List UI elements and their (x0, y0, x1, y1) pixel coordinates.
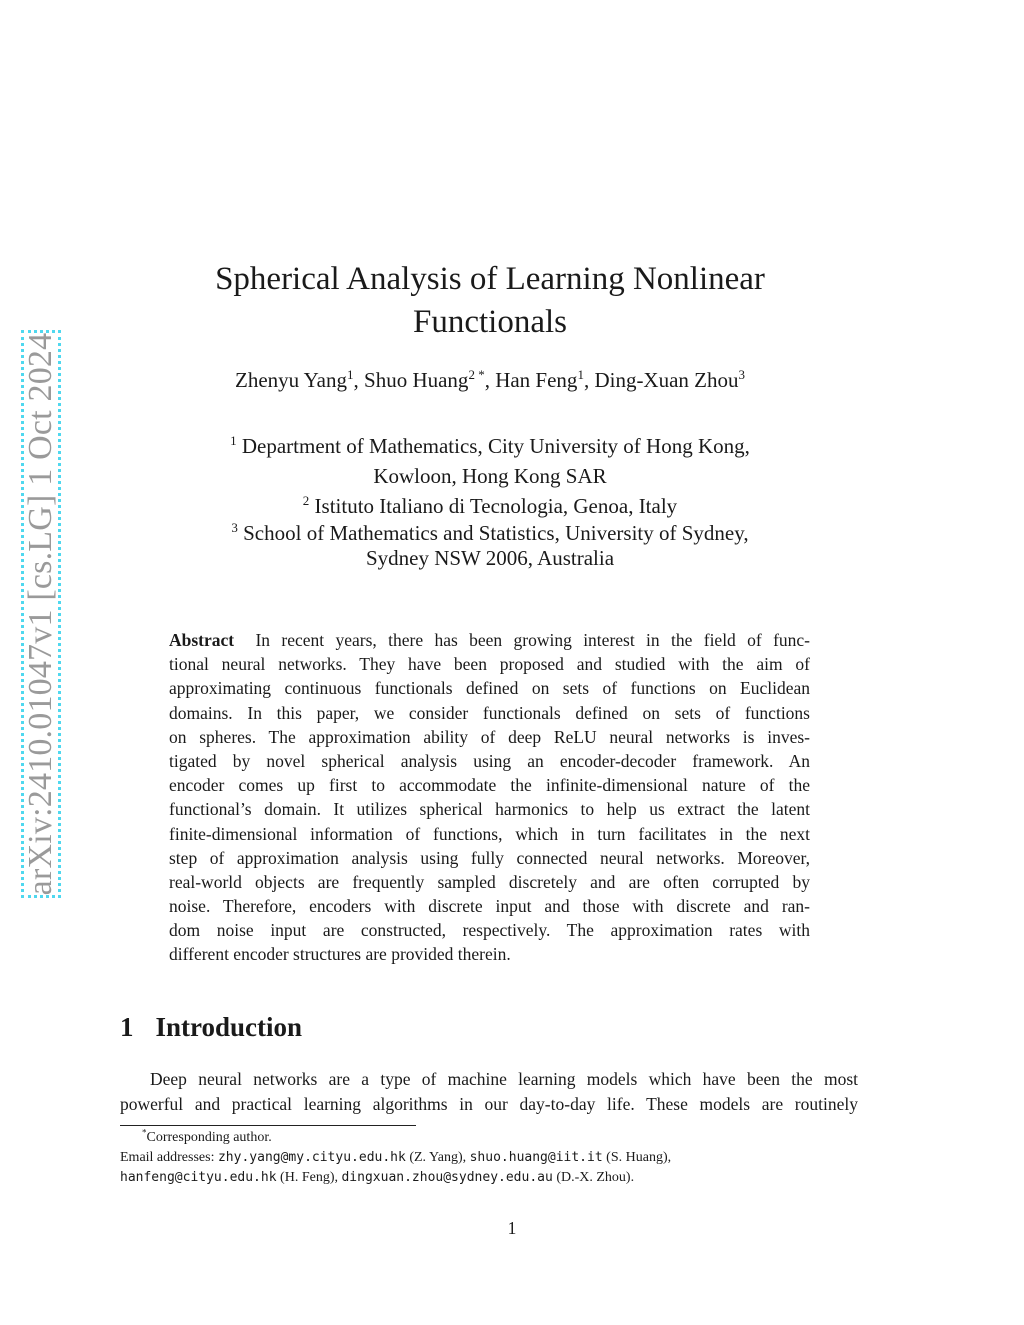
abstract-line: on spheres. The approximation ability of deep ReLU neural networks is inves- (169, 726, 810, 747)
abstract-label: Abstract (169, 630, 235, 650)
email-line (120, 1168, 880, 1188)
affiliation-line: Department of Mathematics, City University of Hong Kong, (241, 434, 750, 458)
email-line (120, 1148, 880, 1168)
email-link[interactable]: shuo.huang@iit.it (469, 1150, 603, 1165)
affiliation-mark: 3 (231, 520, 238, 535)
arxiv-stamp[interactable]: arXiv:2410.01047v1 [cs.LG] 1 Oct 2024 (22, 332, 59, 896)
abstract (169, 628, 810, 967)
section-heading (120, 1012, 302, 1043)
affiliation-line: Kowloon, Hong Kong SAR (373, 464, 607, 488)
author-affiliation-mark: 1 (577, 367, 584, 382)
paper-title (150, 258, 830, 344)
footnote-rule (120, 1125, 416, 1126)
title-line: Spherical Analysis of Learning Nonlinear (215, 261, 765, 297)
abstract-line: Abstract In recent years, there has been growing interest in the field of func- (169, 630, 811, 650)
abstract-line: noise. Therefore, encoders with discrete input and those with discrete and ran- (169, 896, 810, 917)
affiliation-line: School of Mathematics and Statistics, University of Sydney, (243, 521, 749, 545)
body-line: powerful and practical learning algorithms in our day-to-day life. These models are routinely (120, 1093, 858, 1114)
email-label: Email addresses: (120, 1150, 215, 1165)
abstract-line: real-world objects are frequently sampled discretely and are often corrupted by (169, 871, 810, 892)
body-line: Deep neural networks are a type of machine learning models which have been the most (150, 1069, 858, 1089)
author-separator: , (353, 368, 365, 392)
section-title: Introduction (155, 1012, 303, 1042)
abstract-line: encoder comes up first to accommodate the infinite-dimensional nature of the (169, 775, 810, 796)
title-line: Functionals (413, 304, 567, 340)
section-number: 1 (120, 1012, 134, 1042)
author-name: Ding-Xuan Zhou (594, 368, 739, 392)
abstract-line: dom noise input are constructed, respectively. The approximation rates with (169, 920, 810, 941)
email-owner: (H. Feng), (280, 1170, 338, 1185)
author-name: Shuo Huang (364, 368, 469, 392)
abstract-line: approximating continuous functionals defined on sets of functions on Euclidean (169, 678, 810, 699)
abstract-line: step of approximation analysis using fully connected neural networks. Moreover, (169, 847, 810, 868)
author-list (140, 368, 840, 393)
affiliation-mark: 1 (230, 433, 237, 448)
affiliation-2 (140, 491, 840, 521)
abstract-line: finite-dimensional information of functions, which in turn facilitates in the next (169, 823, 810, 844)
email-owner: (S. Huang), (606, 1150, 672, 1165)
author-separator: , (484, 368, 496, 392)
author-name: Han Feng (495, 368, 578, 392)
affiliation-line: Sydney NSW 2006, Australia (365, 546, 615, 570)
author-name: Zhenyu Yang (235, 368, 348, 392)
abstract-line: functional’s domain. It utilizes spherical harmonics to help us extract the latent (169, 799, 810, 820)
affiliation-1 (140, 431, 840, 491)
author-affiliation-mark: 2 * (468, 367, 485, 382)
email-link[interactable]: zhy.yang@my.cityu.edu.hk (217, 1150, 406, 1165)
email-link[interactable]: dingxuan.zhou@sydney.edu.au (341, 1170, 553, 1185)
author-separator: , (583, 368, 595, 392)
abstract-line: tional neural networks. They have been proposed and studied with the aim of (169, 654, 810, 675)
footnotes (120, 1128, 880, 1188)
abstract-line: different encoder structures are provided therein. (169, 944, 511, 965)
email-link[interactable]: hanfeng@cityu.edu.hk (120, 1170, 277, 1185)
author-affiliation-mark: 1 (347, 367, 354, 382)
email-owner: (Z. Yang), (409, 1150, 467, 1165)
abstract-line: tigated by novel spherical analysis using an encoder-decoder framework. An (169, 750, 810, 771)
affiliation-line: Istituto Italiano di Tecnologia, Genoa, Italy (314, 494, 678, 518)
page-number: 1 (507, 1218, 517, 1238)
affiliation-3 (140, 521, 840, 571)
body-paragraph (120, 1067, 858, 1116)
abstract-line: domains. In this paper, we consider functionals defined on sets of functions (169, 702, 810, 723)
author-affiliation-mark: 3 (738, 367, 745, 382)
corresponding-note: *Corresponding author. (142, 1127, 272, 1145)
email-owner: (D.-X. Zhou). (556, 1170, 635, 1185)
affiliation-mark: 2 (302, 493, 310, 508)
